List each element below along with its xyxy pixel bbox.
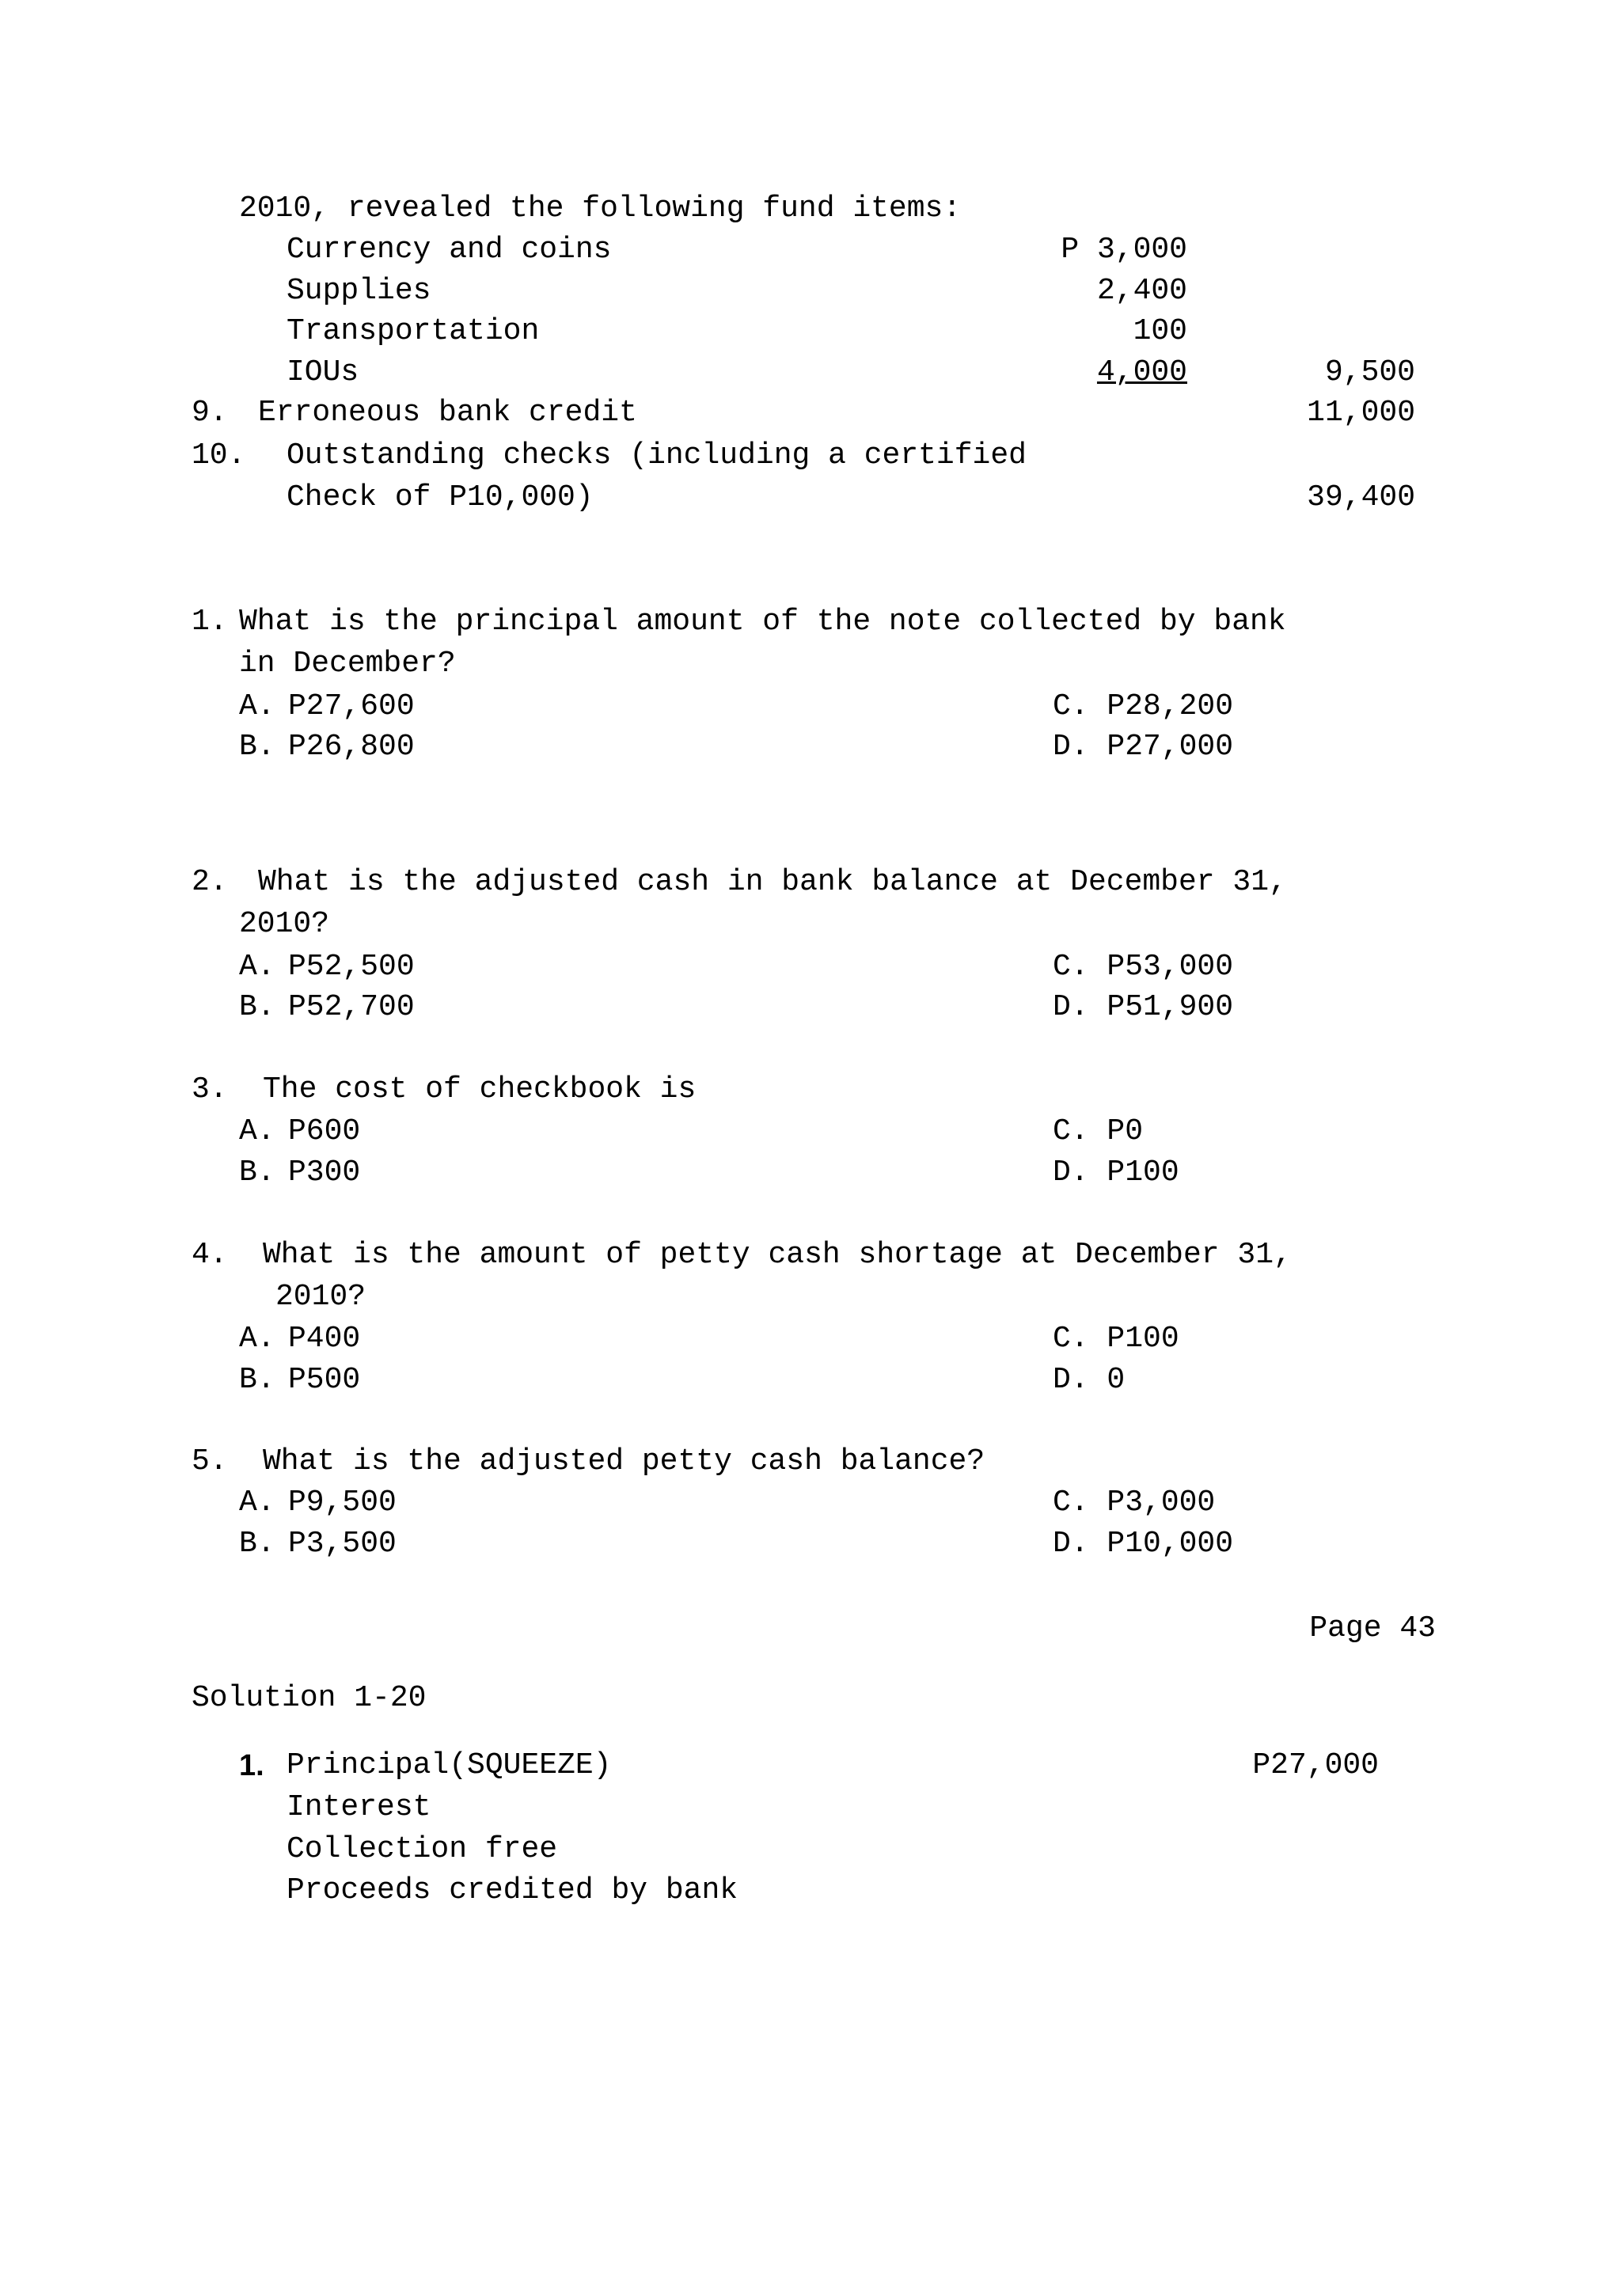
choice-a-letter: A. bbox=[239, 689, 275, 723]
choice-b: P300 bbox=[288, 1156, 361, 1190]
solution-line: Interest bbox=[287, 1790, 431, 1824]
choice-a-letter: A. bbox=[239, 1486, 275, 1520]
solution-number: 1. bbox=[239, 1749, 264, 1782]
question-number: 4. bbox=[192, 1238, 228, 1272]
solution-amount: P27,000 bbox=[1252, 1748, 1379, 1782]
choice-d: D. P51,900 bbox=[1053, 990, 1234, 1024]
item-label: Outstanding checks (including a certified bbox=[287, 438, 1027, 472]
item-label: Erroneous bank credit bbox=[258, 396, 637, 430]
item-amount: 39,400 bbox=[1307, 480, 1415, 514]
solution-line: Collection free bbox=[287, 1832, 558, 1866]
choice-a: P52,500 bbox=[288, 950, 415, 984]
choice-b: P26,800 bbox=[288, 730, 415, 764]
choice-c: C. P0 bbox=[1053, 1114, 1144, 1148]
fund-item-amount: 100 bbox=[1133, 314, 1187, 348]
choice-a-letter: A. bbox=[239, 950, 275, 984]
question-text: The cost of checkbook is bbox=[263, 1072, 697, 1106]
question-text-continued: 2010? bbox=[239, 907, 330, 941]
choice-a: P400 bbox=[288, 1322, 361, 1356]
choice-c: C. P53,000 bbox=[1053, 950, 1234, 984]
choice-a: P600 bbox=[288, 1114, 361, 1148]
choice-b-letter: B. bbox=[239, 1156, 275, 1190]
question-number: 2. bbox=[192, 865, 228, 899]
question-text: What is the adjusted petty cash balance? bbox=[263, 1444, 985, 1478]
choice-d: D. 0 bbox=[1053, 1363, 1126, 1397]
choice-b-letter: B. bbox=[239, 990, 275, 1024]
item-number: 9. bbox=[192, 396, 228, 430]
question-number: 3. bbox=[192, 1072, 228, 1106]
item-amount: 11,000 bbox=[1307, 396, 1415, 430]
fund-items-intro: 2010, revealed the following fund items: bbox=[239, 192, 962, 226]
fund-item-label: Currency and coins bbox=[287, 233, 612, 267]
solution-title: Solution 1-20 bbox=[192, 1681, 427, 1715]
question-text: What is the principal amount of the note collected by bank bbox=[239, 605, 1286, 639]
fund-item-label: IOUs bbox=[287, 355, 359, 389]
question-text-continued: 2010? bbox=[275, 1280, 366, 1314]
page-number: Page 43 bbox=[1309, 1611, 1436, 1645]
choice-a-letter: A. bbox=[239, 1114, 275, 1148]
fund-item-amount-underlined: 4,000 bbox=[1096, 355, 1187, 389]
fund-items-total: 9,500 bbox=[1324, 355, 1415, 389]
choice-b: P500 bbox=[288, 1363, 361, 1397]
fund-item-amount: P 3,000 bbox=[1061, 233, 1187, 267]
item-number: 10. bbox=[192, 438, 246, 472]
question-text: What is the adjusted cash in bank balance at December 31, bbox=[258, 865, 1287, 899]
choice-b-letter: B. bbox=[239, 730, 275, 764]
fund-item-label: Supplies bbox=[287, 274, 431, 308]
choice-d: D. P100 bbox=[1053, 1156, 1179, 1190]
choice-b-letter: B. bbox=[239, 1527, 275, 1561]
choice-a: P9,500 bbox=[288, 1486, 397, 1520]
choice-a: P27,600 bbox=[288, 689, 415, 723]
choice-c: C. P3,000 bbox=[1053, 1486, 1216, 1520]
choice-b: P52,700 bbox=[288, 990, 415, 1024]
choice-b-letter: B. bbox=[239, 1363, 275, 1397]
solution-line: Proceeds credited by bank bbox=[287, 1873, 738, 1907]
question-number: 1. bbox=[192, 605, 228, 639]
question-number: 5. bbox=[192, 1444, 228, 1478]
choice-c: C. P100 bbox=[1053, 1322, 1179, 1356]
choice-b: P3,500 bbox=[288, 1527, 397, 1561]
choice-c: C. P28,200 bbox=[1053, 689, 1234, 723]
choice-d: D. P10,000 bbox=[1053, 1527, 1234, 1561]
item-label-continued: Check of P10,000) bbox=[287, 480, 594, 514]
choice-a-letter: A. bbox=[239, 1322, 275, 1356]
fund-item-label: Transportation bbox=[287, 314, 540, 348]
solution-line: Principal(SQUEEZE) bbox=[287, 1748, 612, 1782]
fund-item-amount: 2,400 bbox=[1096, 274, 1187, 308]
question-text-continued: in December? bbox=[239, 647, 456, 681]
question-text: What is the amount of petty cash shortage at December 31, bbox=[263, 1238, 1292, 1272]
choice-d: D. P27,000 bbox=[1053, 730, 1234, 764]
